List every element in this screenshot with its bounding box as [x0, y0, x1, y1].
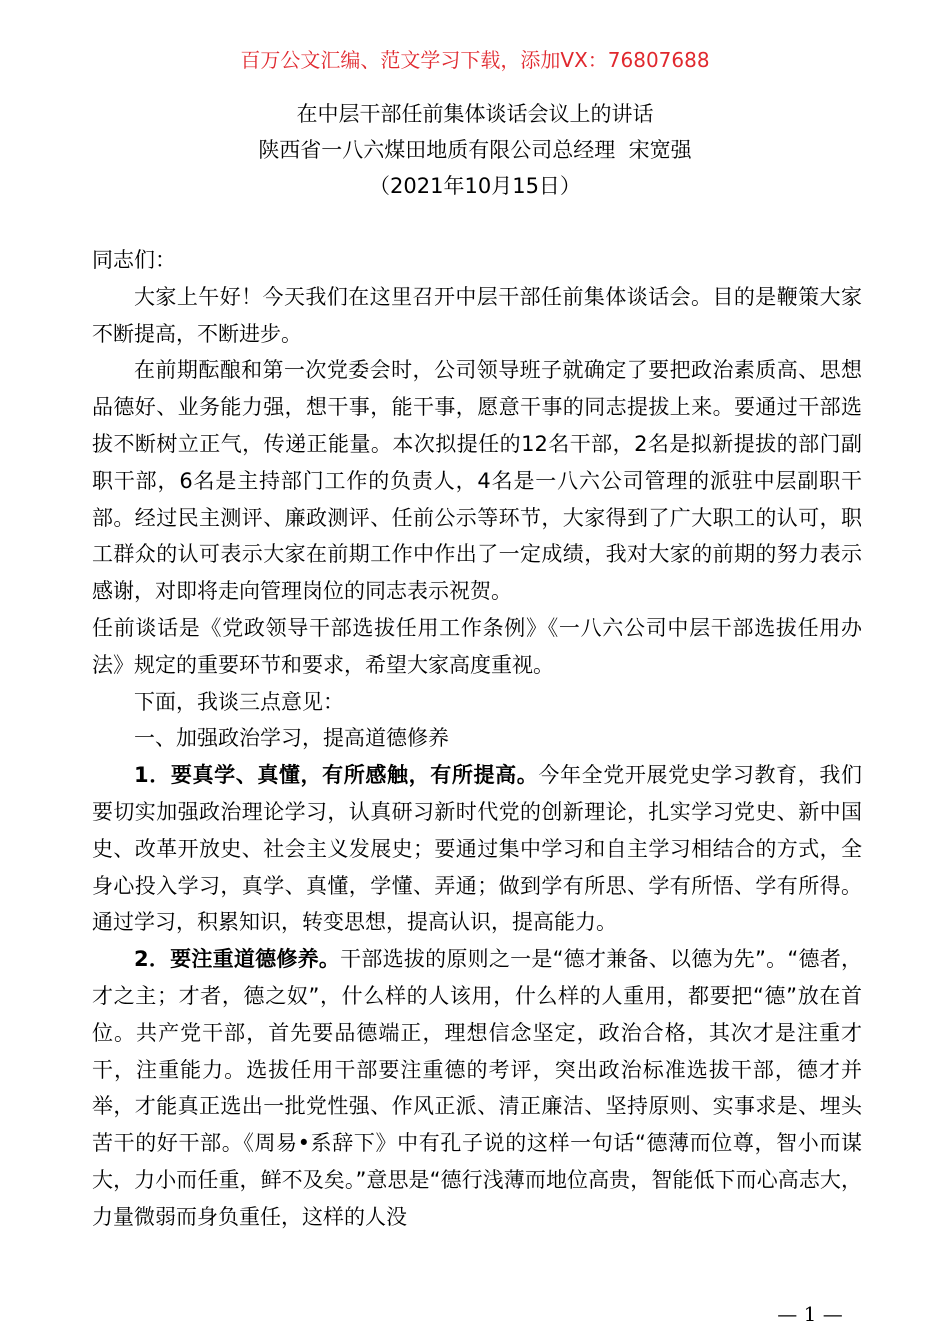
speech-date: （2021年10月15日）: [369, 174, 581, 198]
speech-title: 在中层干部任前集体谈话会议上的讲话: [296, 102, 654, 126]
paragraph-point-1: [92, 757, 862, 941]
paragraph-selection: 在前期酝酿和第一次党委会时，公司领导班子就确定了要把政治素质高、思想品德好、业务能力强，想干事，能干事，愿意干事的同志提拔上来。要通过干部选拔不断树立正气，传递正能量。本次拟提任的12名干部，2名是拟新提拔的部门副职干部，6名是主持部门工作的负责人，4名是一八六公司管理的派驻中层副职干部。经过民主测评、廉政测评、任前公示等环节，大家得到了广大职工的认可，职工群众的认可表示大家在前期工作中作出了一定成绩，我对大家的前期的努力表示感谢，对即将走向管理岗位的同志表示祝贺。: [92, 358, 862, 604]
watermark-banner: 百万公文汇编、范文学习下载，添加VX：76807688: [240, 48, 710, 72]
point-2-lead: 2．要注重道德修养。: [134, 947, 341, 972]
title-block: [0, 96, 950, 204]
point-1-text: 今年全党开展党史学习教育，我们要切实加强政治理论学习，认真研习新时代党的创新理论，扎实学习党史、新中国史、改革开放史、社会主义发展史；要通过集中学习和自主学习相结合的方式，全身心投入学习，真学、真懂，学懂、弄通；做到学有所思、学有所悟、学有所得。通过学习，积累知识，转变思想，提高认识，提高能力。: [92, 763, 862, 935]
point-1-lead: 1．要真学、真懂，有所感触，有所提高。: [134, 763, 539, 788]
salutation: 同志们：: [92, 248, 176, 272]
paragraph-regulation: 任前谈话是《党政领导干部选拔任用工作条例》《一八六公司中层干部选拔任用办法》规定的重要环节和要求，希望大家高度重视。: [92, 615, 862, 677]
page-number: — 1 —: [777, 1302, 843, 1326]
speaker-line: 陕西省一八六煤田地质有限公司总经理 宋宽强: [258, 138, 692, 162]
point-2-text: 干部选拔的原则之一是“德才兼备、以德为先”。“德者，才之主；才者，德之奴”，什么样的人该用，什么样的人重用，都要把“德”放在首位。共产党干部，首先要品德端正，理想信念坚定，政治合格，其次才是注重才干，注重能力。选拔任用干部要注重德的考评，突出政治标准选拔干部，德才并举，才能真正选出一批党性强、作风正派、清正廉洁、坚持原则、实事求是、埋头苦干的好干部。《周易•系辞下》中有孔子说的这样一句话“德薄而位尊，智小而谋大，力小而任重，鲜不及矣。”意思是“德行浅薄而地位高贵，智能低下而心高志大，力量微弱而身负重任，这样的人没: [92, 947, 862, 1229]
section-heading-1: 一、加强政治学习，提高道德修养: [134, 726, 449, 751]
paragraph-intro-points: 下面，我谈三点意见：: [134, 689, 344, 714]
paragraph-point-2: [92, 941, 862, 1235]
speech-body: [92, 242, 862, 1236]
paragraph-greeting: 大家上午好！今天我们在这里召开中层干部任前集体谈话会。目的是鞭策大家不断提高，不断进步。: [92, 284, 862, 346]
